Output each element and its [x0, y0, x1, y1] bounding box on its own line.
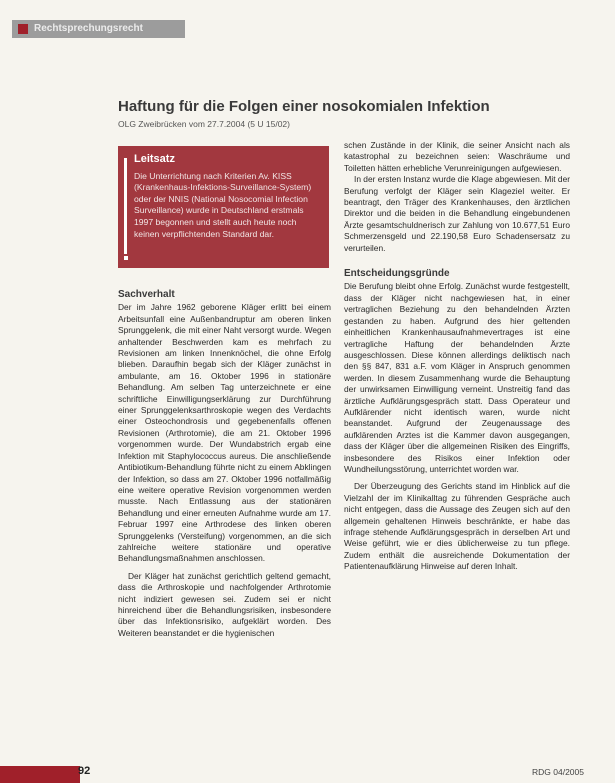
left-column	[118, 289, 331, 639]
leitsatz-text: Die Unterrichtung nach Kriterien Av. KISS (Krankenhaus-Infektions-Surveillance-System) oder der NNIS (National Nosocomial Infection Surveillance) wurde in Deutschland erstmals 1997 begonnen und stellt auch heute noch keinen verpflichtenden Standard dar.	[134, 170, 312, 239]
entscheidungsgruende-paragraph: Der Überzeugung des Gerichts stand im Hinblick auf die Vielzahl der im Klinikalltag zu führenden Gespräche auch nicht entgegen, dass die Aussage des Zeugen sich auf den allgemein gehaltenen Hinweis beschränkte, er habe das infrage stehende Aufklärungsgespräch in derselben Art und Weise geführt, wie er dies üblicherweise zu tun pflege. Zudem enthält die ausreichende Dokumentation der Patientenaufklärung Hinweise auf deren Inhalt.	[344, 481, 570, 572]
footer-accent-bar	[0, 766, 80, 783]
issue-label: RDG 04/2005	[532, 767, 584, 777]
sachverhalt-paragraph: Der im Jahre 1962 geborene Kläger erlitt bei einem Arbeitsunfall eine Außenbandruptur am oberen linken Sprunggelenk, die mit einer Naht versorgt wurde. Wegen anhaltender Beschwerden kam es mehrfach zu Revisionen am linken Innenknöchel, die ohne Erfolg blieben. Daraufhin begab sich der Kläger zunächst in ambulante, am 16. Oktober 1996 in stationäre Behandlung. Am selben Tag unterzeichnete er eine schriftliche Einwilligungserklärung zur Durchführung einer Sprunggelenksarthroskopie wegen des Verdachts einer Osteochondrosis und gegebenenfalls offenen Revisionen (Arthrotomie), die am 21. Oktober 1996 vorgenommen wurde. Der Wundabstrich ergab eine Infektion mit Staphylococcus aureus. Die anschließende Antibiotikum-Behandlung führte nicht zu einem Abklingen der Infektion, so dass am 27. Oktober 1996 notfallmäßig eine weitere operative Revision vorgenommen werden musste. Nach Entlassung aus der stationären Behandlung und einer erneuten Aufnahme wurde am 17. Februar 1997 eine Arthrodese des linken oberen Sprunggelenks (Versteifung) vorgenommen, an die sich zahlreiche weitere stationäre und operative Behandlungsmaßnahmen anschlossen.	[118, 302, 331, 564]
intro-paragraph: In der ersten Instanz wurde die Klage abgewiesen. Mit der Berufung verfolgt der Kläger sein Klageziel weiter. Er beantragt, den Träger des Krankenhauses, den ärztlichen Direktor und die beiden in die Behandlung eingebundenen Ärzte gesamtschuldnerisch zur Zahlung von 10.677,51 Euro Schmerzensgeld und 22.190,58 Euro Schadensersatz zu verurteilen.	[344, 174, 571, 253]
intro-paragraph: schen Zustände in der Klinik, die seiner Ansicht nach als katastrophal zu bezeichnen seien: Waschräume und Toiletten hätten erhebliche Verunreinigungen aufgewiesen.	[344, 140, 570, 173]
page-number: 92	[78, 765, 91, 777]
leitsatz-box	[118, 146, 329, 268]
entscheidungsgruende-paragraph: Die Berufung bleibt ohne Erfolg. Zunächst wurde festgestellt, dass der Kläger nicht nachgewiesen hat, in einer vertraglichen Beziehung zu den behandelnden Ärzten gestanden zu haben. Aufgrund des hier geltenden einheitlichen Krankenhausaufnahmevertrages ist eine vertragliche Haftung der behandelnden Ärzte ausgeschlossen. Diese können allerdings deliktisch nach den §§ 847, 831 a.F. vom Kläger in Anspruch genommen werden. In diesem Zusammenhang wurde die Behauptung der unwirksamen Einwilligung verneint. Unstreitig fand das ärztliche Aufklärungsgespräch statt. Dass Operateur und Aufklärender nicht identisch waren, wurde nicht beanstandet. Aufgrund der Zeugenaussage des aufklärenden Arztes ist die Kammer davon ausgegangen, dass der Kläger über die allgemeinen Risiken des Eingriffs, insbesondere des Risikos einer Infektion oder Wundheilungsstörung, unterrichtet worden war.	[344, 281, 570, 474]
article-citation: OLG Zweibrücken vom 27.7.2004 (5 U 15/02)	[118, 119, 290, 129]
article-title: Haftung für die Folgen einer nosokomialen Infektion	[118, 98, 490, 115]
section-header-bar	[12, 20, 185, 38]
section-marker-square	[18, 24, 28, 34]
section-label: Rechtsprechungsrecht	[34, 23, 143, 34]
right-column	[344, 140, 570, 573]
sachverhalt-paragraph: Der Kläger hat zunächst gerichtlich geltend gemacht, dass die Arthroskopie und nachfolgender Arthrotomie nicht indiziert gewesen sei. Zudem sei er nicht hinreichend über die Behandlungsrisiken, insbesondere über das Infektionsrisiko, aufgeklärt worden. Des Weiteren beanstandet er die hygienischen	[118, 570, 331, 638]
entscheidungsgruende-heading: Entscheidungsgründe	[344, 268, 450, 280]
leitsatz-accent-bar	[124, 158, 127, 254]
leitsatz-heading: Leitsatz	[134, 153, 175, 165]
leitsatz-accent-dot	[124, 256, 128, 260]
sachverhalt-heading: Sachverhalt	[118, 289, 175, 300]
